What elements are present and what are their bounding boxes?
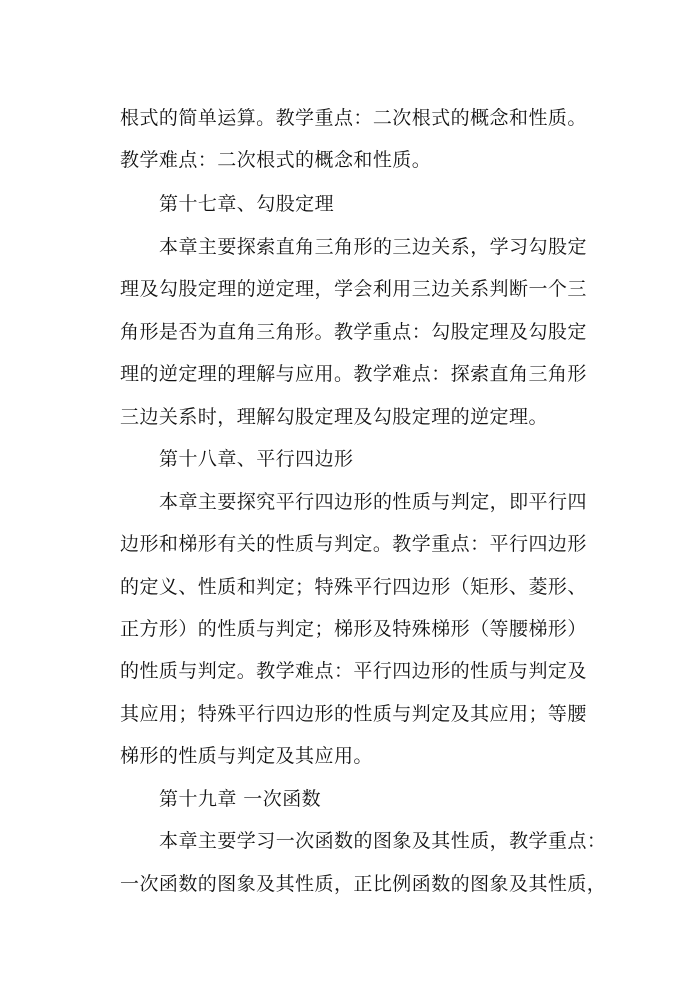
- paragraph-line: 本章主要学习一次函数的图象及其性质，教学重点：: [159, 830, 607, 852]
- paragraph-line: 其应用；特殊平行四边形的性质与判定及其应用；等腰: [120, 703, 587, 725]
- paragraph-line: 角形是否为直角三角形。教学重点：勾股定理及勾股定: [120, 321, 587, 343]
- paragraph-line: 的性质与判定。教学难点：平行四边形的性质与判定及: [120, 660, 587, 682]
- chapter-heading: 第十九章 一次函数: [159, 788, 322, 810]
- chapter-heading: 第十八章、平行四边形: [159, 448, 354, 470]
- paragraph-line: 的定义、性质和判定；特殊平行四边形（矩形、菱形、: [120, 576, 587, 598]
- paragraph-line: 根式的简单运算。教学重点：二次根式的概念和性质。: [120, 107, 587, 129]
- chapter-heading: 第十七章、勾股定理: [159, 193, 335, 215]
- paragraph-line: 本章主要探究平行四边形的性质与判定，即平行四: [159, 491, 587, 513]
- paragraph-line: 理的逆定理的理解与应用。教学难点：探索直角三角形: [120, 363, 587, 385]
- paragraph-line: 本章主要探索直角三角形的三边关系，学习勾股定: [159, 236, 587, 258]
- paragraph-line: 梯形的性质与判定及其应用。: [120, 745, 373, 767]
- paragraph-line: 理及勾股定理的逆定理，学会利用三边关系判断一个三: [120, 278, 587, 300]
- paragraph-line: 正方形）的性质与判定；梯形及特殊梯形（等腰梯形）: [120, 618, 587, 640]
- paragraph-line: 教学难点：二次根式的概念和性质。: [120, 149, 432, 171]
- paragraph-line: 三边关系时，理解勾股定理及勾股定理的逆定理。: [120, 406, 548, 428]
- paragraph-line: 一次函数的图象及其性质，正比例函数的图象及其性质，: [120, 873, 607, 895]
- paragraph-line: 边形和梯形有关的性质与判定。教学重点：平行四边形: [120, 533, 587, 555]
